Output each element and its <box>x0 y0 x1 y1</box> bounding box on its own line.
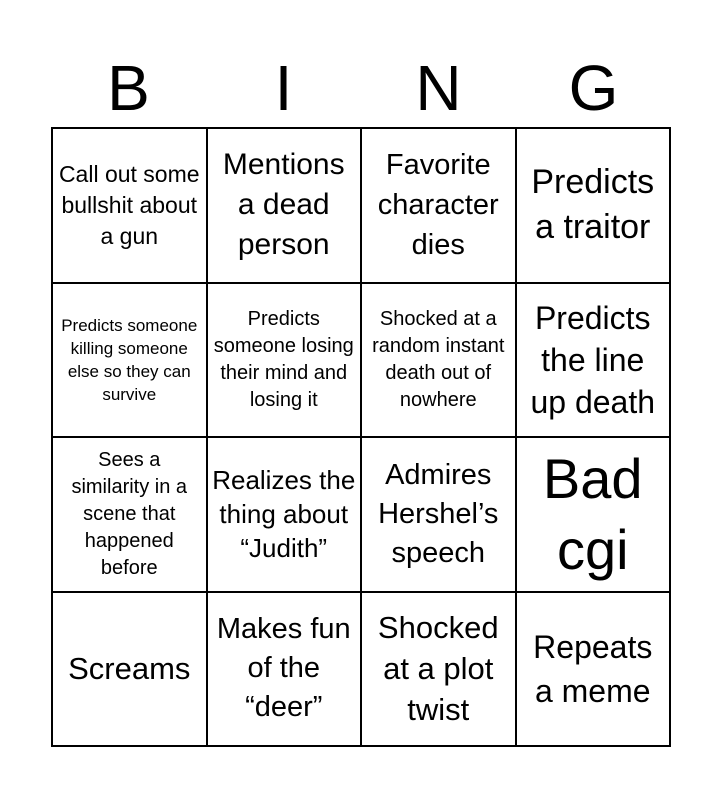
header-letter-i: I <box>274 52 293 124</box>
bingo-header <box>51 52 671 124</box>
bingo-cell[interactable] <box>362 593 517 748</box>
cell-text: Shocked at a plot twist <box>377 610 499 728</box>
bingo-cell[interactable] <box>362 284 517 439</box>
cell-text: Screams <box>68 650 191 686</box>
header-letter-g: G <box>568 52 619 124</box>
cell-text: Call out some bullshit about a gun <box>58 160 200 249</box>
cell-text: Predicts someone killing someone else so they can survive <box>61 315 198 404</box>
cell-text: Repeats a meme <box>533 628 653 709</box>
cell-text: Sees a similarity in a scene that happened before <box>71 448 188 579</box>
cell-text: Bad cgi <box>542 447 643 582</box>
cell-text: Predicts a traitor <box>531 163 655 247</box>
cell-text: Shocked at a random instant death out of nowhere <box>372 307 505 411</box>
header-letter-n: N <box>415 52 462 124</box>
bingo-cell[interactable] <box>517 129 672 284</box>
cell-text: Favorite character dies <box>377 149 499 262</box>
bingo-cell[interactable] <box>362 129 517 284</box>
bingo-cell[interactable] <box>208 129 363 284</box>
bingo-cell[interactable] <box>208 593 363 748</box>
bingo-cell[interactable] <box>208 284 363 439</box>
bingo-cell[interactable] <box>208 438 363 593</box>
header-letter-b: B <box>107 52 150 124</box>
bingo-cell[interactable] <box>362 438 517 593</box>
cell-text: Predicts the line up death <box>530 299 656 420</box>
bingo-cell[interactable] <box>53 284 208 439</box>
bingo-cell[interactable] <box>53 438 208 593</box>
bingo-cell[interactable] <box>53 129 208 284</box>
cell-text: Mentions a dead person <box>222 148 345 262</box>
bingo-cell[interactable] <box>517 284 672 439</box>
cell-text: Realizes the thing about “Judith” <box>212 465 356 564</box>
bingo-cell[interactable] <box>517 438 672 593</box>
cell-text: Admires Hershel’s speech <box>378 458 499 569</box>
bingo-cell[interactable] <box>517 593 672 748</box>
bingo-grid <box>51 127 671 747</box>
cell-text: Predicts someone losing their mind and losing it <box>213 307 354 411</box>
bingo-cell[interactable] <box>53 593 208 748</box>
cell-text: Makes fun of the “deer” <box>216 613 351 724</box>
